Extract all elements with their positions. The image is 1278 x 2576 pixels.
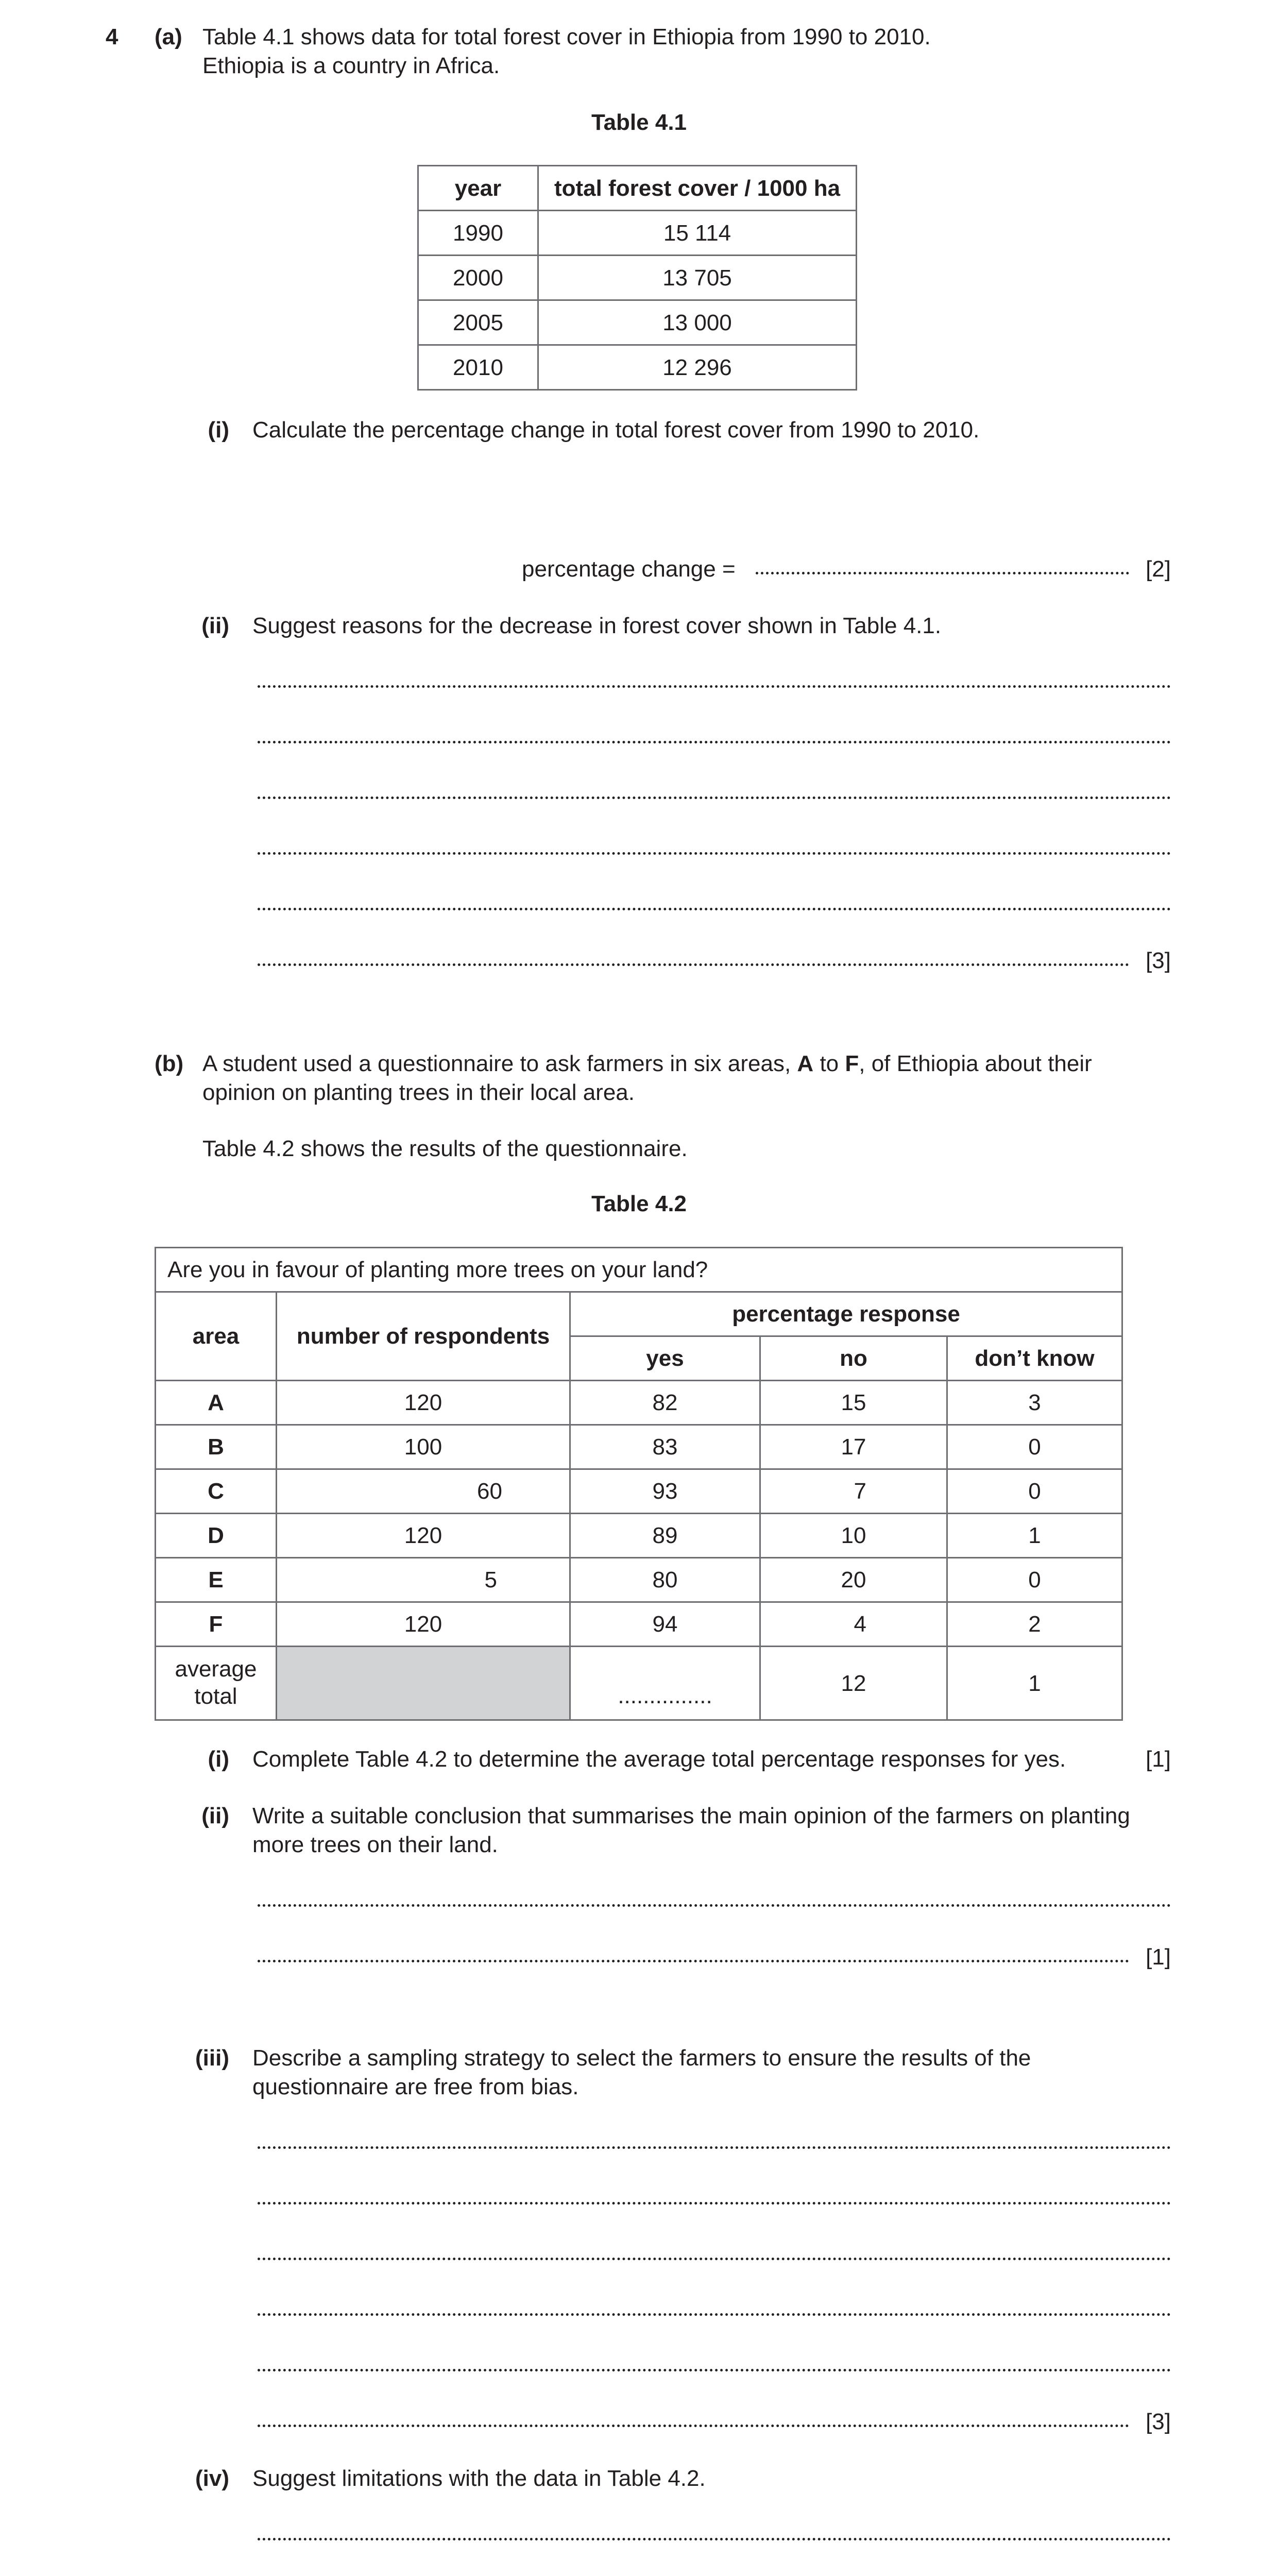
answer-line[interactable] bbox=[258, 852, 1171, 855]
cell-no: 20 bbox=[760, 1558, 947, 1602]
table-caption: Are you in favour of planting more trees on your land? bbox=[156, 1248, 1122, 1292]
table-4-1 bbox=[417, 165, 857, 391]
answer-line[interactable] bbox=[258, 1904, 1171, 1907]
cell-forest-cover: 13 000 bbox=[538, 300, 857, 345]
table-row bbox=[418, 300, 857, 345]
cell-year: 2010 bbox=[418, 345, 538, 390]
cell-no: 7 bbox=[760, 1469, 947, 1514]
cell-area: E bbox=[156, 1558, 277, 1602]
cell-respondents: 100 bbox=[277, 1425, 570, 1469]
part-b-ii-marks: [1] bbox=[1146, 1944, 1171, 1970]
answer-line[interactable] bbox=[258, 2313, 1171, 2316]
part-a-ii-text: Suggest reasons for the decrease in forest cover shown in Table 4.1. bbox=[252, 613, 942, 638]
answer-line[interactable] bbox=[258, 2425, 1129, 2427]
part-b-iv-label: (iv) bbox=[195, 2466, 229, 2491]
table-header-row bbox=[156, 1292, 1122, 1336]
column-header-year: year bbox=[418, 166, 538, 211]
table-row bbox=[156, 1514, 1122, 1558]
cell-area: A bbox=[156, 1381, 277, 1425]
cell-respondents: 120 bbox=[277, 1514, 570, 1558]
part-b-iii-text-line2: questionnaire are free from bias. bbox=[252, 2074, 579, 2099]
column-header-respondents: number of respondents bbox=[277, 1292, 570, 1381]
part-b-iv-text: Suggest limitations with the data in Table 4.2. bbox=[252, 2466, 706, 2491]
cell-forest-cover: 12 296 bbox=[538, 345, 857, 390]
answer-line[interactable] bbox=[258, 963, 1129, 966]
answer-line[interactable] bbox=[258, 741, 1171, 743]
table-4-2-title: Table 4.2 bbox=[591, 1191, 687, 1216]
part-b-i-text: Complete Table 4.2 to determine the average total percentage responses for yes. bbox=[252, 1747, 1066, 1772]
answer-line[interactable] bbox=[258, 2538, 1171, 2540]
table-4-2 bbox=[155, 1247, 1123, 1721]
answer-line[interactable] bbox=[258, 908, 1171, 910]
cell-no: 10 bbox=[760, 1514, 947, 1558]
cell-yes: 89 bbox=[570, 1514, 760, 1558]
part-a-label: (a) bbox=[155, 24, 182, 49]
answer-line[interactable] bbox=[258, 685, 1171, 688]
cell-no: 4 bbox=[760, 1602, 947, 1647]
part-b-i-marks: [1] bbox=[1146, 1747, 1171, 1772]
part-a-i-marks: [2] bbox=[1146, 556, 1171, 582]
cell-yes: 80 bbox=[570, 1558, 760, 1602]
column-header-yes: yes bbox=[570, 1336, 760, 1381]
table-row bbox=[156, 1602, 1122, 1647]
part-b-intro-line2: opinion on planting trees in their local area. bbox=[202, 1080, 635, 1105]
cell-average-total-label: average total bbox=[156, 1647, 277, 1720]
cell-dont-know: 1 bbox=[947, 1514, 1122, 1558]
table-row bbox=[156, 1558, 1122, 1602]
column-header-percentage-response: percentage response bbox=[570, 1292, 1122, 1336]
table-row bbox=[418, 256, 857, 300]
cell-year: 2000 bbox=[418, 256, 538, 300]
cell-year: 1990 bbox=[418, 211, 538, 256]
part-b-iii-text-line1: Describe a sampling strategy to select the farmers to ensure the results of the bbox=[252, 2045, 1031, 2071]
answer-line[interactable] bbox=[258, 2258, 1171, 2260]
cell-no: 15 bbox=[760, 1381, 947, 1425]
cell-average-no: 12 bbox=[760, 1647, 947, 1720]
table-header-row bbox=[418, 166, 857, 211]
part-b-ii-label: (ii) bbox=[201, 1803, 229, 1828]
cell-dont-know: 2 bbox=[947, 1602, 1122, 1647]
part-a-ii-marks: [3] bbox=[1146, 948, 1171, 973]
part-a-i-label: (i) bbox=[208, 417, 229, 443]
part-b-ii-text-line1: Write a suitable conclusion that summarises the main opinion of the farmers on planting bbox=[252, 1803, 1130, 1828]
part-a-intro-line2: Ethiopia is a country in Africa. bbox=[202, 53, 500, 78]
cell-shaded bbox=[277, 1647, 570, 1720]
cell-dont-know: 0 bbox=[947, 1425, 1122, 1469]
table-row bbox=[156, 1425, 1122, 1469]
percentage-change-answer-line[interactable] bbox=[756, 572, 1129, 574]
cell-area: F bbox=[156, 1602, 277, 1647]
table-row bbox=[418, 211, 857, 256]
part-a-intro-line1: Table 4.1 shows data for total forest cover in Ethiopia from 1990 to 2010. bbox=[202, 24, 931, 49]
answer-line[interactable] bbox=[258, 1960, 1129, 1962]
answer-line[interactable] bbox=[258, 2369, 1171, 2371]
table-row bbox=[156, 1469, 1122, 1514]
table-row bbox=[156, 1381, 1122, 1425]
cell-forest-cover: 15 114 bbox=[538, 211, 857, 256]
column-header-forest-cover: total forest cover / 1000 ha bbox=[538, 166, 857, 211]
cell-dont-know: 3 bbox=[947, 1381, 1122, 1425]
cell-respondents: 120 bbox=[277, 1381, 570, 1425]
column-header-dont-know: don’t know bbox=[947, 1336, 1122, 1381]
cell-area: C bbox=[156, 1469, 277, 1514]
table-caption-row bbox=[156, 1248, 1122, 1292]
cell-forest-cover: 13 705 bbox=[538, 256, 857, 300]
part-b-i-label: (i) bbox=[208, 1747, 229, 1772]
column-header-no: no bbox=[760, 1336, 947, 1381]
question-number: 4 bbox=[106, 24, 118, 49]
part-b-results-text: Table 4.2 shows the results of the questionnaire. bbox=[202, 1136, 688, 1161]
cell-area: B bbox=[156, 1425, 277, 1469]
part-b-ii-text-line2: more trees on their land. bbox=[252, 1832, 498, 1857]
cell-yes: 83 bbox=[570, 1425, 760, 1469]
cell-year: 2005 bbox=[418, 300, 538, 345]
cell-yes: 94 bbox=[570, 1602, 760, 1647]
cell-area: D bbox=[156, 1514, 277, 1558]
part-a-ii-label: (ii) bbox=[201, 613, 229, 638]
average-yes-answer-field[interactable]: ............... bbox=[570, 1647, 760, 1720]
table-row bbox=[418, 345, 857, 390]
cell-no: 17 bbox=[760, 1425, 947, 1469]
part-b-label: (b) bbox=[155, 1051, 184, 1076]
average-total-row bbox=[156, 1647, 1122, 1720]
table-4-1-title: Table 4.1 bbox=[591, 110, 687, 135]
answer-line[interactable] bbox=[258, 2146, 1171, 2149]
column-header-area: area bbox=[156, 1292, 277, 1381]
cell-average-dont-know: 1 bbox=[947, 1647, 1122, 1720]
answer-line[interactable] bbox=[258, 2202, 1171, 2205]
part-a-i-text: Calculate the percentage change in total forest cover from 1990 to 2010. bbox=[252, 417, 980, 443]
percentage-change-label: percentage change = bbox=[522, 556, 736, 582]
cell-respondents: 60 bbox=[277, 1469, 570, 1514]
cell-dont-know: 0 bbox=[947, 1469, 1122, 1514]
cell-respondents: 5 bbox=[277, 1558, 570, 1602]
cell-yes: 82 bbox=[570, 1381, 760, 1425]
answer-line[interactable] bbox=[258, 796, 1171, 799]
cell-dont-know: 0 bbox=[947, 1558, 1122, 1602]
cell-yes: 93 bbox=[570, 1469, 760, 1514]
part-b-intro-line1: A student used a questionnaire to ask farmers in six areas, A to F, of Ethiopia about their bbox=[202, 1051, 1092, 1076]
cell-respondents: 120 bbox=[277, 1602, 570, 1647]
part-b-iii-marks: [3] bbox=[1146, 2409, 1171, 2434]
part-b-iii-label: (iii) bbox=[195, 2045, 229, 2071]
